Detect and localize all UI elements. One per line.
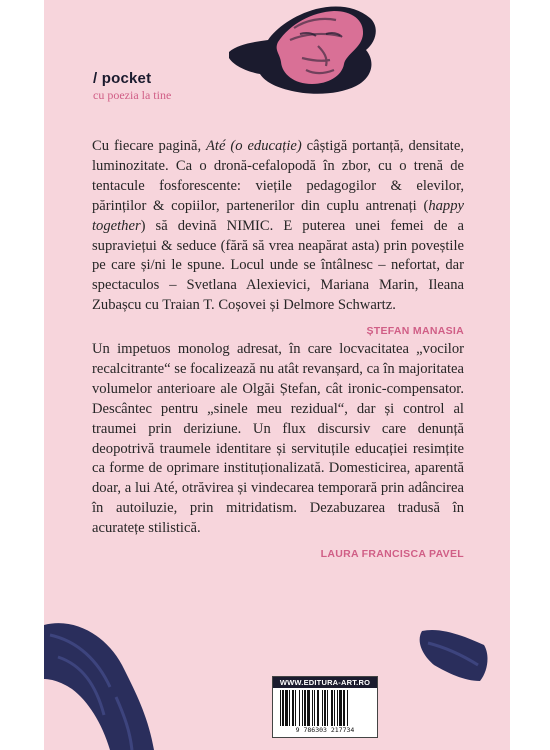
barcode-bar — [343, 690, 345, 726]
barcode-bar — [280, 690, 281, 726]
barcode-bar — [322, 690, 323, 726]
quote-segment: Cu fiecare pagină, — [92, 138, 207, 154]
barcode-bar — [295, 690, 296, 726]
publisher-website: WWW.EDITURA-ART.RO — [273, 677, 377, 688]
barcode-bars — [278, 690, 372, 726]
barcode-bar — [317, 690, 319, 726]
collage-portrait-graphic — [226, 0, 396, 100]
barcode-bar — [314, 690, 315, 726]
barcode-bar — [331, 690, 333, 726]
barcode-bar — [337, 690, 338, 726]
quote-segment: câștigă portanță, densitate, luminozitate. Ca o dronă-cefalopodă în zbor, cu o trenă de tentacule fosforescente: viețile pedagogilor & elevilor, părinților & copiilor, partenerilor din cuplu antrenați ( — [92, 138, 464, 214]
barcode-bar — [339, 690, 342, 726]
barcode-bar — [299, 690, 300, 726]
publisher-brand — [93, 70, 171, 103]
quote-segment: Un impetuos monolog adresat, în care locvacitatea „vocilor recalcitrante“ se focalizează nu atât revanșard, ca în majoritatea volumelor anterioare ale Olgăi Ștefan, cât ironic-compensator. Descântec pentru „sinele meu rezidual“, dar și control al traumei prin deriziune. Un flux discursiv care denunță deopotrivă traumele identitare și servituțile educației resimțite ca forme de oprimare instituționalizată. Domesticirea, aparentă doar, a lui Até, otrăvirea și vindecarea temporară prin adâncirea în autoiluzie, prin mitridatism. Dezabuzarea tradusă în acuratețe stilistică. — [92, 341, 464, 537]
barcode-bar — [312, 690, 313, 726]
blurb-quote-2-author: LAURA FRANCISCA PAVEL — [320, 548, 464, 561]
barcode-bar — [347, 690, 348, 726]
quote-segment: ) să devină NIMIC. E puterea unei femei de a supraviețui & seduce (fără să vrea neapărat asta) prin poveștile pe care și/ni le spune. Locul unde se întâlnesc – nefortat, dar spectaculos – Svetlana Alexievici, Mariana Marin, Ileana Zubașcu cu Traian T. Coșovei și Delmore Schwartz. — [92, 217, 464, 314]
barcode-bar — [327, 690, 328, 726]
blurb-quote-1 — [92, 137, 464, 342]
blurb-quote-1-text — [92, 137, 464, 316]
barcode-bar — [304, 690, 306, 726]
blurb-quote-2-text — [92, 340, 464, 539]
isbn-number: 9 786303 217734 — [295, 726, 355, 734]
barcode-bar — [285, 690, 288, 726]
back-cover — [44, 0, 510, 750]
brand-name: / pocket — [93, 70, 152, 87]
barcode-bar — [292, 690, 294, 726]
barcode-bar — [289, 690, 290, 726]
blurb-quote-1-author: ȘTEFAN MANASIA — [366, 325, 464, 338]
barcode-bar — [307, 690, 310, 726]
brand-tagline: cu poezia la tine — [93, 88, 172, 102]
barcode-bar — [324, 690, 326, 726]
barcode-bar — [282, 690, 284, 726]
blurb-quote-2 — [92, 340, 464, 565]
quote-segment: happy together — [92, 197, 464, 234]
isbn-barcode — [272, 676, 378, 738]
barcode-bar — [334, 690, 335, 726]
quote-segment: Até (o educație) — [206, 138, 302, 154]
barcode-bar — [302, 690, 303, 726]
